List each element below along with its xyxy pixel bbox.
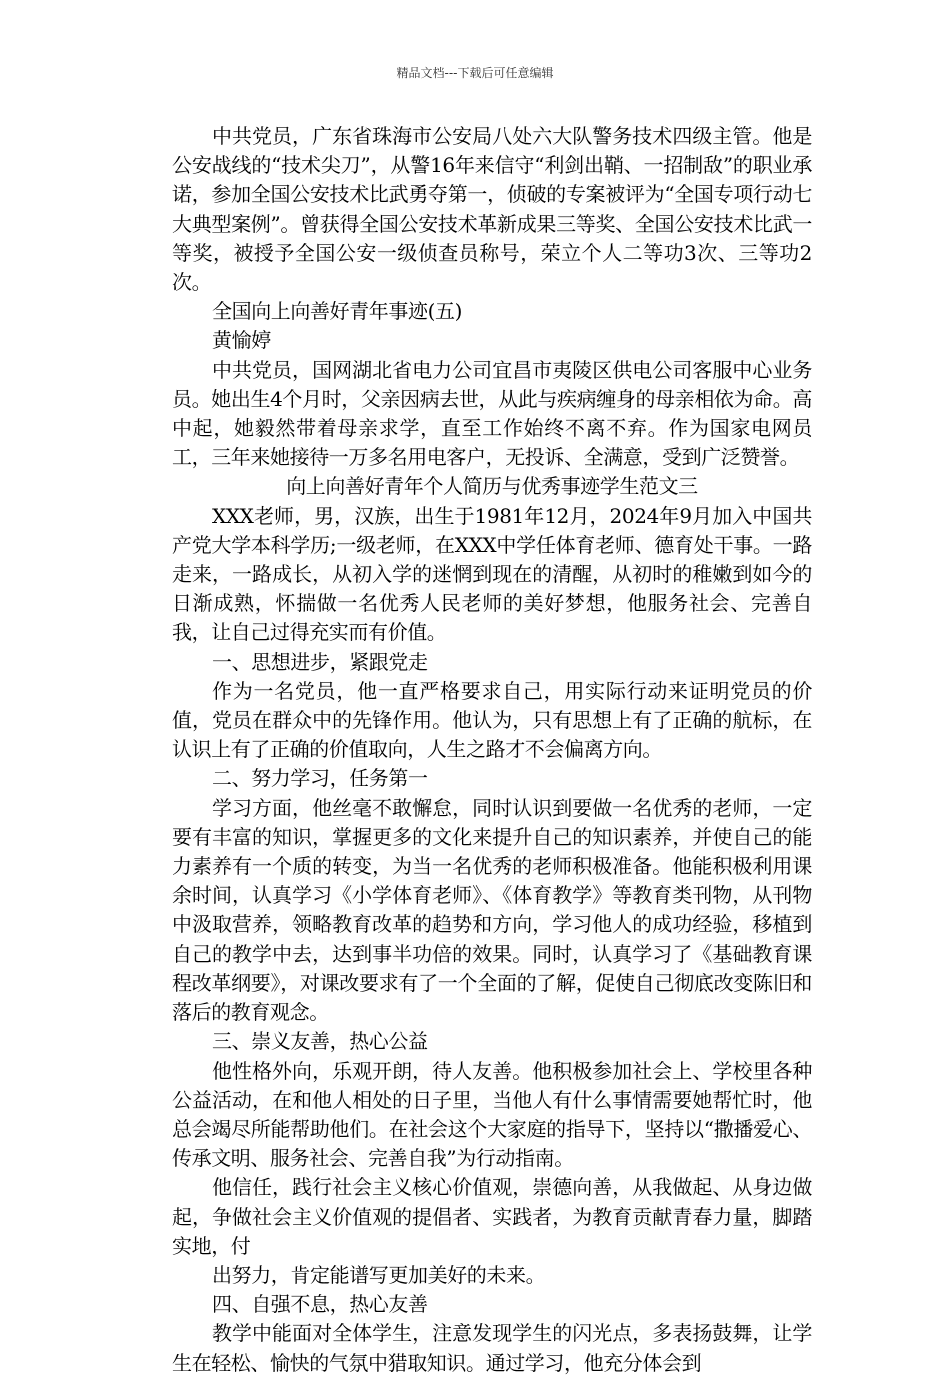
paragraph: 作为一名党员，他一直严格要求自己，用实际行动来证明党员的价值，党员在群众中的先锋作用。他认为，只有思想上有了正确的航标，在认识上有了正确的价值取向，人生之路才不会偏离方向。 [172, 678, 812, 762]
paragraph: 他性格外向，乐观开朗，待人友善。他积极参加社会上、学校里各种公益活动，在和他人相处的日子里，当他人有什么事情需要她帮忙时，他总会竭尽所能帮助他们。在社会这个大家庭的指导下，坚持以“撒播爱心、传承文明、服务社会、完善自我”为行动指南。 [172, 1058, 812, 1171]
paragraph: 学习方面，他丝毫不敢懈怠，同时认识到要做一名优秀的老师，一定要有丰富的知识，掌握更多的文化来提升自己的知识素养，并使自己的能力素养有一个质的转变，为当一名优秀的老师积极准备。他能积极利用课余时间，认真学习《小学体育老师》、《体育教学》等教育类刊物，从刊物中汲取营养，领略教育改革的趋势和方向，学习他人的成功经验，移植到自己的教学中去，达到事半功倍的效果。同时，认真学习了《基础教育课程改革纲要》，对课改要求有了一个全面的了解，促使自己彻底改变陈旧和落后的教育观念。 [172, 795, 812, 1025]
section-heading: 全国向上向善好青年事迹(五) [212, 299, 463, 324]
section-heading: 三、崇义友善，热心公益 [212, 1029, 428, 1054]
section-heading: 二、努力学习，任务第一 [212, 766, 428, 791]
paragraph: 出努力，肯定能谱写更加美好的未来。 [212, 1262, 546, 1287]
paragraph: 教学中能面对全体学生，注意发现学生的闪光点，多表扬鼓舞，让学生在轻松、愉快的气氛中猎取知识。通过学习，他充分体会到 [172, 1321, 812, 1375]
paragraph: 中共党员，国网湖北省电力公司宜昌市夷陵区供电公司客服中心业务员。她出生4个月时，父亲因病去世，从此与疾病缠身的母亲相依为命。高中起，她毅然带着母亲求学，直至工作始终不离不弃。作为国家电网员工，三年来她接待一万多名用电客户，无投诉、全满意，受到广泛赞誉。 [172, 357, 812, 470]
document-body [172, 122, 812, 1378]
section-heading: 一、思想进步，紧跟党走 [212, 649, 428, 674]
paragraph: 中共党员，广东省珠海市公安局八处六大队警务技术四级主管。他是公安战线的“技术尖刀”，从警16年来信守“利剑出鞘、一招制敌”的职业承诺，参加全国公安技术比武勇夺第一，侦破的专案被评为“全国专项行动七大典型案例”。曾获得全国公安技术革新成果三等奖、全国公安技术比武一等奖，被授予全国公安一级侦查员称号，荣立个人二等功3次、三等功2次。 [172, 124, 812, 295]
paragraph: 他信任，践行社会主义核心价值观，崇德向善，从我做起、从身边做起，争做社会主义价值观的提倡者、实践者，为教育贡献青春力量，脚踏实地，付 [172, 1175, 812, 1258]
document-title: 向上向善好青年个人简历与优秀事迹学生范文三 [286, 474, 698, 499]
person-name: 黄愉婷 [212, 328, 271, 353]
section-heading: 四、自强不息，热心友善 [212, 1292, 428, 1317]
page-header: 精品文档---下载后可任意编辑 [396, 66, 554, 80]
paragraph: XXX老师，男，汉族，出生于1981年12月，2024年9月加入中国共产党大学本科学历;一级老师，在XXX中学任体育老师、德育处干事。一路走来，一路成长，从初入学的迷惘到现在的清醒，从初时的稚嫩到如今的日渐成熟，怀揣做一名优秀人民老师的美好梦想，他服务社会、完善自我，让自己过得充实而有价值。 [172, 503, 812, 645]
